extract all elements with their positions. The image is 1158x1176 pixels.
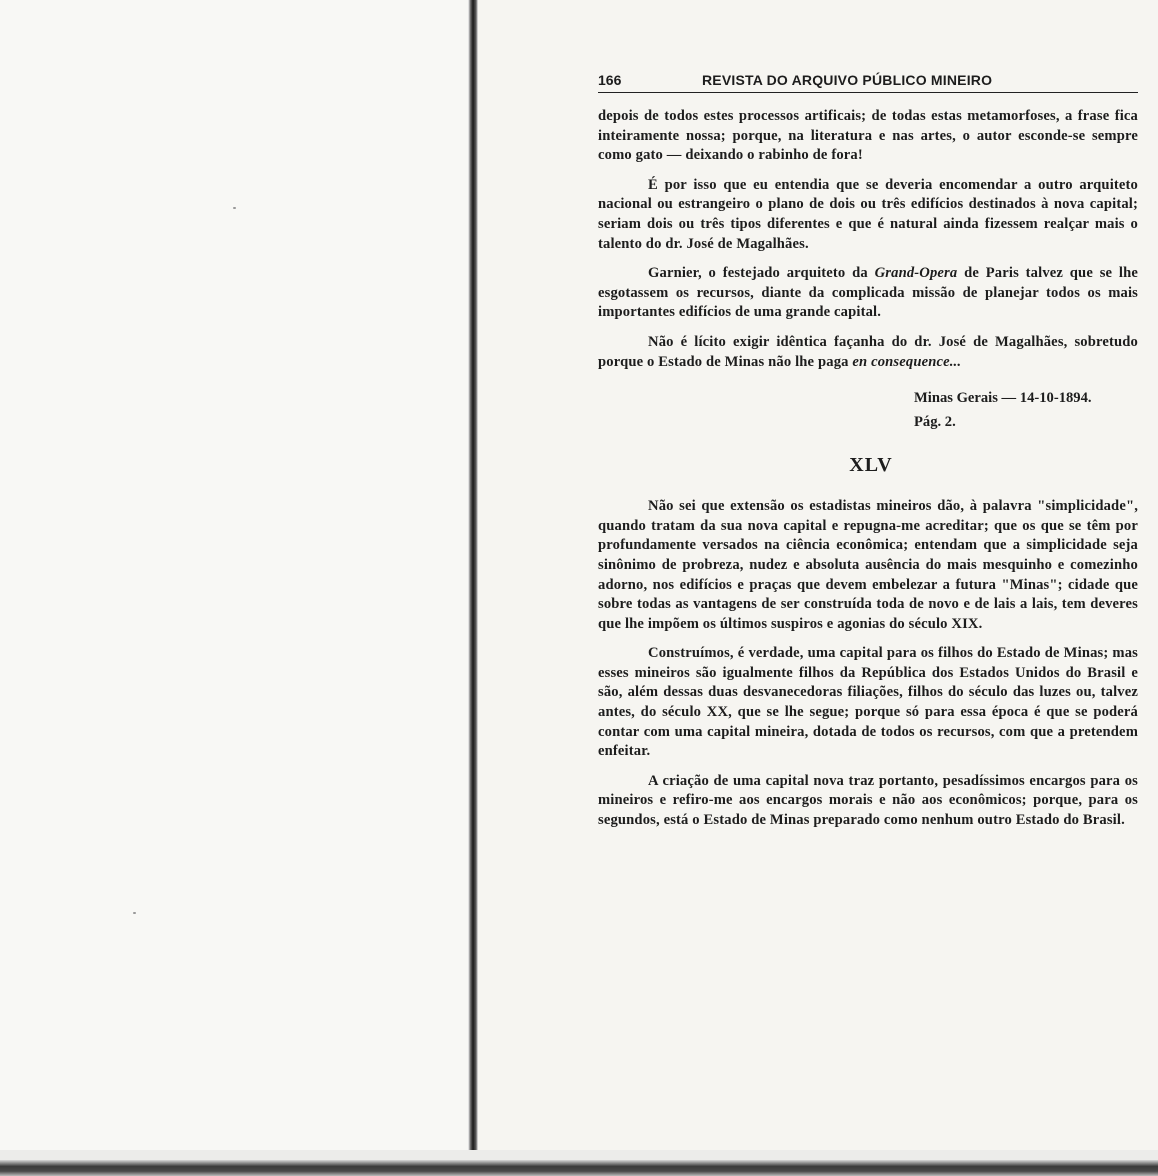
running-header <box>598 72 1138 93</box>
paragraph-criacao: A criação de uma capital nova traz portanto, pesadíssimos encargos para os mineiros e refiro-me aos encargos morais e não aos econômicos; porque, para os segundos, está o Estado de Minas preparado como nenhum outro Estado do Brasil. <box>598 772 1138 829</box>
paragraph-continuation: depois de todos estes processos artificais; de todas estas metamorfoses, a frase fica inteiramente nossa; porque, na literatura e nas artes, o autor esconde-se sempre como gato — deixando o rabinho de fora! <box>598 108 1138 164</box>
book-spine-gutter <box>468 0 478 1176</box>
facing-blank-page <box>0 0 470 1176</box>
paragraph-garnier-text-a: Garnier, o festejado arquiteto da <box>648 265 875 282</box>
section-heading: XLV <box>849 454 893 477</box>
citation-source: Minas Gerais — 14-10-1894. <box>914 390 1092 407</box>
right-page-text-block <box>598 72 1138 841</box>
running-title: REVISTA DO ARQUIVO PÚBLICO MINEIRO <box>702 72 993 88</box>
paragraph-magalhaes-text: Não é lícito exigir idêntica façanha do dr. José de Magalhães, sobretudo porque o Estado de Minas não lhe paga <box>598 333 1138 370</box>
en-consequence-italic: en consequence... <box>852 353 962 370</box>
paragraph-garnier-text-b: de Paris talvez que se lhe esgotassem os recursos, diante da complicada missão de planejar todos os mais importantes edifícios de uma grande capital. <box>598 265 1139 321</box>
paragraph-architect-commission: É por isso que eu entendia que se deveria encomendar a outro arquiteto nacional ou estrangeiro o plano de dois ou três edifícios destinados à nova capital; seriam dois ou três tipos diferentes e que é natural ainda fizessem realçar mais o talento do dr. José de Magalhães. <box>598 176 1138 252</box>
paper-speck <box>133 912 136 914</box>
grand-opera-italic: Grand-Opera <box>874 265 958 282</box>
source-citation <box>914 386 1138 434</box>
paragraph-simplicidade: Não sei que extensão os estadistas mineiros dão, à palavra "simplicidade", quando tratam da sua nova capital e repugna-me acreditar; que os que se têm por profundamente versados na ciência econômica; entendam que a simplicidade seja sinônimo de probreza, nudez e absoluta ausência do mais mesquinho e comezinho adorno, nos edifícios e praças que devem embelezar a futura "Minas"; cidade que sobre todas as vantagens de ser construída toda de novo e de lais a lais, tem deveres que lhe impõem os últimos suspiros e agonias do século XIX. <box>598 498 1138 632</box>
citation-page: Pág. 2. <box>914 414 956 431</box>
paragraph-garnier <box>598 264 1138 323</box>
paragraph-construimos: Construímos, é verdade, uma capital para os filhos do Estado de Minas; mas esses mineiros são igualmente filhos da República dos Estados Unidos do Brasil e são, além dessas duas desvanecedoras filiações, filhos do século das luzes ou, talvez antes, do século XX, que se lhe segue; porque só para essa época é que se poderá contar com uma capital mineira, dotada de todos os recursos, com que a pretendem enfeitar. <box>598 645 1138 760</box>
paragraph-magalhaes <box>598 333 1138 372</box>
page-bottom-margin <box>0 1150 1158 1160</box>
page-number: 166 <box>598 72 622 88</box>
book-bottom-edge <box>0 1160 1158 1176</box>
paper-speck <box>233 207 236 209</box>
